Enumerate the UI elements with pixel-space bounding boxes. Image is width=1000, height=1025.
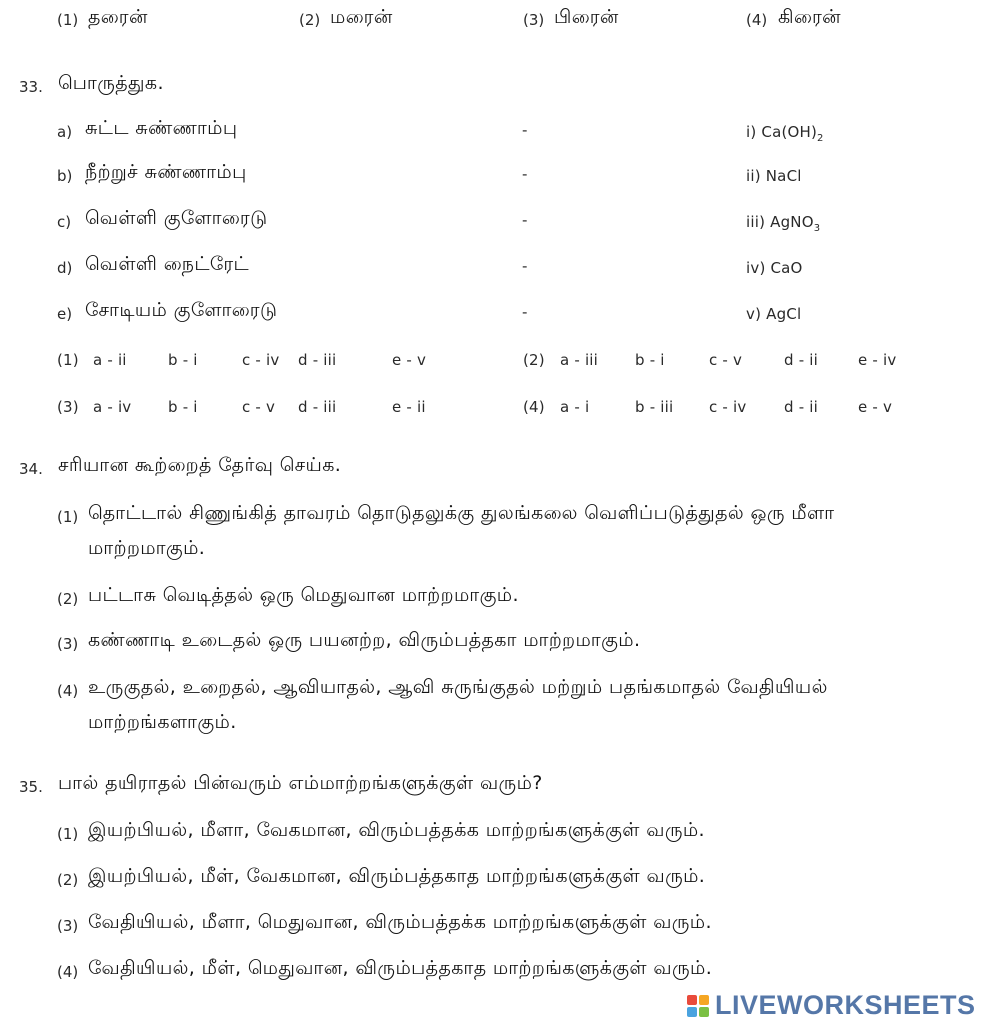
option-pair-e: e - v <box>858 398 893 416</box>
option-number: (2) <box>523 351 545 369</box>
option-text-line1: உருகுதல், உறைதல், ஆவியாதல், ஆவி சுருங்குதல் மற்றும் பதங்கமாதல் வேதியியல் <box>88 676 828 698</box>
option-text: வேதியியல், மீள், மெதுவான, விரும்பத்தகாத மாற்றங்களுக்குள் வரும். <box>88 957 713 979</box>
option-pair-a: a - i <box>560 398 590 416</box>
row-match <box>746 213 820 234</box>
row-term: நீற்றுச் சுண்ணாம்பு <box>85 161 247 183</box>
option-pair-b: b - i <box>168 351 198 369</box>
option-number: (3) <box>57 398 79 416</box>
option-pair-d: d - ii <box>784 351 819 369</box>
row-label: e) <box>57 305 73 323</box>
row-match <box>746 167 802 188</box>
option-text: மரைன் <box>330 6 393 28</box>
question-title: சரியான கூற்றைத் தேர்வு செய்க. <box>58 454 342 476</box>
row-label: a) <box>57 123 73 141</box>
row-dash: - <box>522 121 528 139</box>
option-number: (4) <box>746 11 768 29</box>
question-number: 34. <box>19 460 43 478</box>
row-dash: - <box>522 211 528 229</box>
option-pair-b: b - i <box>168 398 198 416</box>
option-pair-d: d - iii <box>298 351 337 369</box>
logo-square-red <box>687 995 697 1005</box>
liveworksheets-logo[interactable] <box>687 990 976 1021</box>
match-label: v) <box>746 305 762 323</box>
row-label: d) <box>57 259 73 277</box>
option-text: இயற்பியல், மீள், வேகமான, விரும்பத்தகாத மாற்றங்களுக்குள் வரும். <box>88 865 706 887</box>
match-formula: AgNO$_3$ <box>770 213 821 234</box>
option-text: பிரைன் <box>554 6 619 28</box>
option-text: வேதியியல், மீளா, மெதுவான, விரும்பத்தக்க மாற்றங்களுக்குள் வரும். <box>88 911 712 933</box>
match-label: i) <box>746 123 757 141</box>
row-term: சுட்ட சுண்ணாம்பு <box>85 117 238 139</box>
row-dash: - <box>522 257 528 275</box>
option-number: (1) <box>57 11 79 29</box>
logo-square-orange <box>699 995 709 1005</box>
option-pair-d: d - iii <box>298 398 337 416</box>
match-formula: CaO <box>770 259 803 277</box>
option-number: (3) <box>57 917 79 935</box>
match-label: iii) <box>746 213 766 231</box>
question-number: 33. <box>19 78 43 96</box>
row-dash: - <box>522 303 528 321</box>
option-pair-e: e - iv <box>858 351 897 369</box>
logo-square-blue <box>687 1007 697 1017</box>
row-match <box>746 259 803 280</box>
option-number: (1) <box>57 351 79 369</box>
option-number: (4) <box>57 963 79 981</box>
option-number: (2) <box>299 11 321 29</box>
option-pair-c: c - v <box>242 398 276 416</box>
logo-mark-icon <box>687 995 709 1017</box>
option-pair-a: a - ii <box>93 351 127 369</box>
row-label: c) <box>57 213 72 231</box>
option-number: (3) <box>57 635 79 653</box>
option-number: (3) <box>523 11 545 29</box>
option-pair-c: c - v <box>709 351 743 369</box>
match-label: ii) <box>746 167 761 185</box>
match-formula: NaCl <box>765 167 802 185</box>
option-text-line1: பட்டாசு வெடித்தல் ஒரு மெதுவான மாற்றமாகும். <box>88 584 519 606</box>
option-text-line1: கண்ணாடி உடைதல் ஒரு பயனற்ற, விரும்பத்தகா மாற்றமாகும். <box>88 629 641 651</box>
option-pair-e: e - v <box>392 351 427 369</box>
row-match <box>746 123 824 144</box>
logo-square-green <box>699 1007 709 1017</box>
row-term: வெள்ளி நைட்ரேட் <box>85 253 250 275</box>
option-text: இயற்பியல், மீளா, வேகமான, விரும்பத்தக்க மாற்றங்களுக்குள் வரும். <box>88 819 705 841</box>
option-number: (2) <box>57 590 79 608</box>
option-text: தரைன் <box>88 6 148 28</box>
option-text: கிரைன் <box>778 6 841 28</box>
option-number: (2) <box>57 871 79 889</box>
row-label: b) <box>57 167 73 185</box>
row-term: வெள்ளி குளோரைடு <box>85 207 268 229</box>
option-number: (1) <box>57 825 79 843</box>
match-label: iv) <box>746 259 766 277</box>
option-number: (4) <box>57 682 79 700</box>
option-text-line2: மாற்றமாகும். <box>88 537 206 559</box>
row-term: சோடியம் குளோரைடு <box>85 299 278 321</box>
option-pair-a: a - iv <box>93 398 132 416</box>
option-number: (4) <box>523 398 545 416</box>
question-title: பால் தயிராதல் பின்வரும் எம்மாற்றங்களுக்குள் வரும்? <box>58 772 543 794</box>
option-number: (1) <box>57 508 79 526</box>
option-text-line2: மாற்றங்களாகும். <box>88 711 237 733</box>
option-pair-a: a - iii <box>560 351 599 369</box>
match-formula: AgCl <box>766 305 802 323</box>
question-number: 35. <box>19 778 43 796</box>
option-pair-d: d - ii <box>784 398 819 416</box>
row-dash: - <box>522 165 528 183</box>
question-title: பொருத்துக. <box>58 72 164 94</box>
match-formula: $Ca(OH)_2$ <box>761 123 824 144</box>
option-pair-e: e - ii <box>392 398 426 416</box>
option-pair-c: c - iv <box>242 351 280 369</box>
option-pair-b: b - iii <box>635 398 674 416</box>
option-text-line1: தொட்டால் சிணுங்கித் தாவரம் தொடுதலுக்கு துலங்கலை வெளிப்படுத்துதல் ஒரு மீளா <box>88 502 835 524</box>
option-pair-b: b - i <box>635 351 665 369</box>
option-pair-c: c - iv <box>709 398 747 416</box>
logo-text: LIVEWORKSHEETS <box>715 990 976 1020</box>
row-match <box>746 305 801 326</box>
